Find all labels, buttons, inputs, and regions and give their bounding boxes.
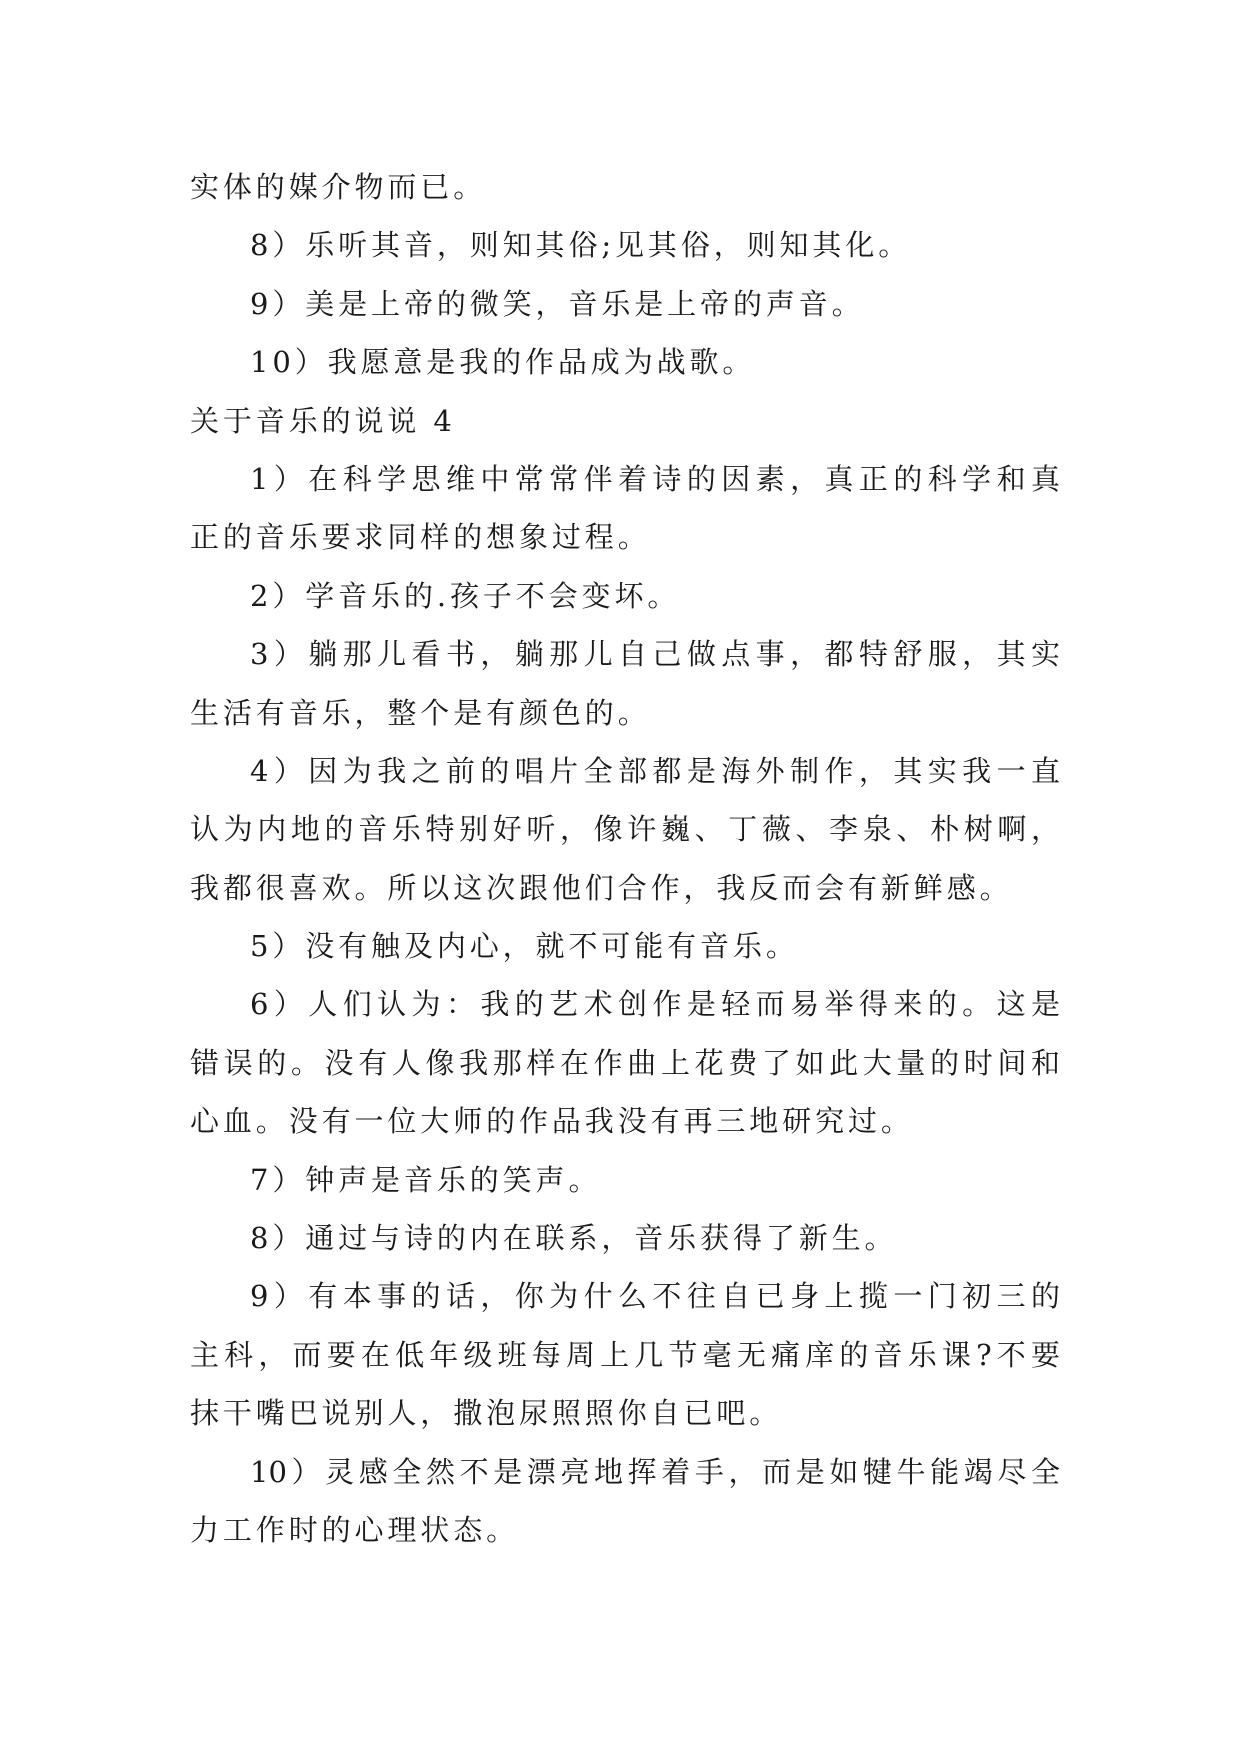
quote-line: 10）我愿意是我的作品成为战歌。 bbox=[250, 345, 756, 380]
quote-line-continuation: 认为内地的音乐特别好听，像许巍、丁薇、李泉、朴树啊， bbox=[190, 812, 1060, 847]
quote-line-continuation: 主科，而要在低年级班每周上几节毫无痛庠的音乐课?不要 bbox=[190, 1337, 1060, 1372]
quote-line: 10）灵感全然不是漂亮地挥着手，而是如犍牛能竭尽全 bbox=[250, 1454, 1060, 1489]
quote-line: 3）躺那儿看书，躺那儿自己做点事，都特舒服，其实 bbox=[250, 637, 1060, 672]
quote-line: 7）钟声是音乐的笑声。 bbox=[250, 1162, 602, 1197]
quote-line-continuation: 我都很喜欢。所以这次跟他们合作，我反而会有新鲜感。 bbox=[190, 870, 1013, 905]
paragraph-continuation: 实体的媒介物而已。 bbox=[190, 170, 487, 204]
section-heading: 关于音乐的说说 4 bbox=[190, 403, 456, 438]
quote-line-continuation: 心血。没有一位大师的作品我没有再三地研究过。 bbox=[190, 1104, 914, 1139]
quote-line-continuation: 力工作时的心理状态。 bbox=[190, 1512, 520, 1547]
quote-line: 4）因为我之前的唱片全部都是海外制作，其实我一直 bbox=[250, 753, 1060, 788]
quote-line-continuation: 错误的。没有人像我那样在作曲上花费了如此大量的时间和 bbox=[190, 1045, 1060, 1080]
quote-line: 9）有本事的话，你为什么不往自已身上揽一门初三的 bbox=[250, 1279, 1060, 1314]
section-4-quotes bbox=[190, 450, 1060, 1559]
quote-line: 5）没有触及内心，就不可能有音乐。 bbox=[250, 929, 799, 964]
quote-line-continuation: 正的音乐要求同样的想象过程。 bbox=[190, 520, 651, 555]
quote-line: 8）乐听其音，则知其俗;见其俗，则知其化。 bbox=[250, 228, 912, 263]
quote-line: 6）人们认为：我的艺术创作是轻而易举得来的。这是 bbox=[250, 987, 1060, 1022]
quote-line: 2）学音乐的.孩子不会变坏。 bbox=[250, 578, 681, 613]
quote-line: 9）美是上帝的微笑，音乐是上帝的声音。 bbox=[250, 286, 865, 321]
quote-line-continuation: 生活有音乐，整个是有颜色的。 bbox=[190, 695, 651, 730]
quote-line-continuation: 抹干嘴巴说别人，撒泡尿照照你自已吧。 bbox=[190, 1396, 783, 1431]
quote-line: 1）在科学思维中常常伴着诗的因素，真正的科学和真 bbox=[250, 461, 1060, 496]
document-body bbox=[190, 158, 1060, 1559]
quote-line: 8）通过与诗的内在联系，音乐获得了新生。 bbox=[250, 1221, 898, 1256]
